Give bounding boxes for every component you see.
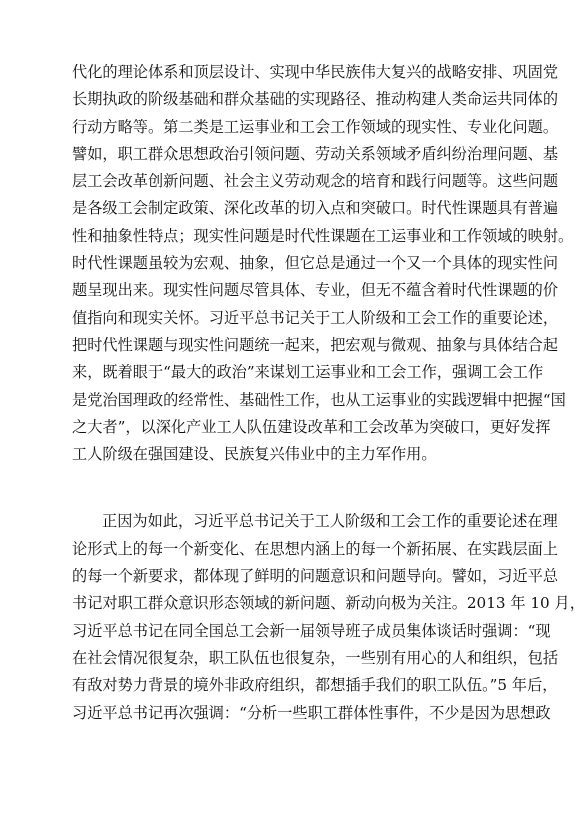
text-line: 是党治国理政的经常性、基础性工作，也从工运事业的实践逻辑中把握“国 — [72, 390, 566, 409]
text-line: 行动方略等。第二类是工运事业和工会工作领域的现实性、专业化问题。 — [72, 117, 558, 136]
text-line: 代化的理论体系和顶层设计、实现中华民族伟大复兴的战略安排、巩固党 — [72, 63, 558, 81]
text-line: 时代性课题虽较为宏观、抽象，但它总是通过一个又一个具体的现实性问 — [72, 254, 558, 273]
text-line: 习近平总书记在同全国总工会新一届领导班子成员集体谈话时强调：“现 — [72, 621, 551, 640]
text-line: 有敌对势力背景的境外非政府组织，都想插手我们的职工队伍。”5 年后， — [72, 676, 558, 695]
text-line: 把时代性课题与现实性问题统一起来，把宏观与微观、抽象与具体结合起 — [72, 335, 558, 354]
paragraph-2 — [72, 508, 585, 726]
text-line: 性和抽象性特点；现实性问题是时代性课题在工运事业和工作领域的映射。 — [72, 226, 574, 245]
text-line: 之大者”，以深化产业工人队伍建设改革和工会改革为突破口，更好发挥 — [72, 417, 551, 436]
text-line: 书记对职工群众意识形态领域的新问题、新动向极为关注。2013 年 10 月， — [72, 594, 585, 613]
text-line: 题呈现出来。现实性问题尽管具体、专业，但无不蕴含着时代性课题的价 — [72, 281, 558, 300]
text-line: 值指向和现实关怀。习近平总书记关于工人阶级和工会工作的重要论述， — [72, 308, 558, 327]
text-line: 在社会情况很复杂，职工队伍也很复杂，一些别有用心的人和组织，包括 — [72, 648, 558, 667]
text-line: 的每一个新要求，都体现了鲜明的问题意识和问题导向。譬如，习近平总 — [72, 567, 558, 586]
text-line: 习近平总书记再次强调：“分析一些职工群体性事件，不少是因为思想政 — [72, 703, 551, 722]
text-line: 是各级工会制定政策、深化改革的切入点和突破口。时代性课题具有普遍 — [72, 199, 558, 218]
text-line: 譬如，职工群众思想政治引领问题、劳动关系领域矛盾纠纷治理问题、基 — [72, 144, 558, 163]
paragraph-spacer — [72, 468, 510, 508]
text-line: 工人阶级在强国建设、民族复兴伟业中的主力军作用。 — [72, 445, 437, 464]
paragraph-1 — [72, 59, 574, 468]
text-line: 论形式上的每一个新变化、在思想内涵上的每一个新拓展、在实践层面上 — [72, 539, 558, 558]
document-page — [72, 59, 585, 727]
text-line: 层工会改革创新问题、社会主义劳动观念的培育和践行问题等。这些问题 — [72, 172, 558, 191]
text-line: 长期执政的阶级基础和群众基础的实现路径、推动构建人类命运共同体的 — [72, 90, 558, 109]
text-line: 正因为如此，习近平总书记关于工人阶级和工会工作的重要论述在理 — [102, 512, 558, 531]
text-line: 来，既着眼于“最大的政治”来谋划工运事业和工会工作，强调工会工作 — [72, 363, 544, 382]
